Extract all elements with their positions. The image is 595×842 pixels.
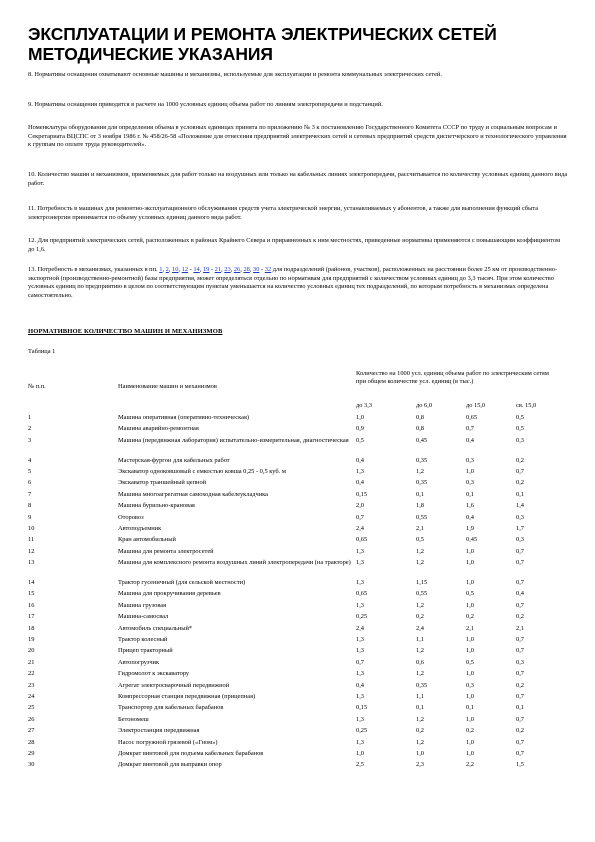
row-value: 0,3 — [516, 436, 524, 444]
row-name: Автоподъемник — [118, 525, 162, 532]
row-value: 1,2 — [416, 715, 424, 723]
row-number: 4 — [28, 456, 32, 464]
row-value: 0,7 — [516, 547, 524, 555]
row-value: 0,7 — [516, 468, 524, 475]
row-value: 0,55 — [416, 590, 428, 598]
row-number: 22 — [28, 670, 35, 678]
row-name: Машина бурильно-крановая — [118, 502, 195, 510]
row-value: 0,1 — [516, 490, 524, 498]
row-value: 1,0 — [466, 715, 474, 723]
row-name: Машина оперативная (оперативно-техническая) — [118, 414, 250, 421]
item-link-14[interactable]: 14 — [193, 266, 200, 273]
row-number: 5 — [28, 468, 32, 475]
row-value: 0,2 — [516, 681, 524, 689]
row-value: 0,25 — [356, 613, 368, 621]
row-value: 0,2 — [516, 456, 524, 464]
row-number: 13 — [28, 559, 35, 567]
row-name: Транспортер для кабельных барабанов — [118, 704, 224, 712]
row-value: 0,65 — [466, 414, 478, 421]
table-subheader-3: до 15,0 — [466, 402, 486, 409]
row-value: 0,8 — [416, 414, 424, 421]
row-value: 0,55 — [416, 513, 428, 521]
row-value: 0,4 — [356, 456, 364, 464]
row-number: 15 — [28, 590, 35, 598]
row-value: 1,6 — [466, 502, 474, 510]
row-value: 1,15 — [416, 579, 428, 586]
row-number: 20 — [28, 647, 35, 655]
item-link-30[interactable]: 30 — [253, 266, 260, 273]
row-number: 9 — [28, 513, 32, 521]
row-value: 1,3 — [356, 647, 364, 655]
row-value: 0,7 — [516, 670, 524, 678]
row-name: Машина для комплексного ремонта воздушных линий электропередачи (на тракторе) — [118, 559, 351, 567]
row-value: 0,45 — [416, 436, 428, 444]
row-value: 1,0 — [466, 647, 474, 655]
title-line-2: МЕТОДИЧЕСКИЕ УКАЗАНИЯ — [28, 44, 273, 64]
row-value: 1,7 — [516, 525, 524, 532]
row-value: 1,3 — [356, 468, 364, 475]
row-value: 0,7 — [516, 601, 524, 609]
row-name: Оторовоз — [118, 513, 144, 521]
row-name: Автопогрузчик — [118, 658, 160, 666]
row-name: Машина-самосвал — [118, 613, 169, 621]
row-value: 1,0 — [466, 547, 474, 555]
row-value: 2,4 — [356, 525, 364, 532]
row-value: 0,5 — [356, 436, 364, 444]
row-number: 16 — [28, 601, 35, 609]
row-value: 0,2 — [466, 727, 474, 735]
paragraph-8: 8. Нормативы оснащения охватывают основные машины и механизмы, используемые для эксплуатации и ремонта коммунальных электрических сетей. — [28, 71, 442, 78]
row-number: 6 — [28, 479, 32, 487]
row-number: 30 — [28, 761, 35, 769]
row-value: 1,3 — [356, 715, 364, 723]
row-name: Домкрат винтовой для выправки опор — [118, 761, 222, 769]
row-number: 12 — [28, 547, 35, 555]
row-value: 0,3 — [466, 681, 474, 689]
row-number: 7 — [28, 490, 32, 498]
row-value: 0,45 — [466, 536, 478, 544]
row-number: 2 — [28, 425, 32, 433]
row-value: 0,1 — [416, 490, 424, 498]
paragraph-13-intro: 13. Потребность в механизмах, указанных в пп. — [28, 266, 160, 273]
row-value: 0,4 — [356, 479, 364, 487]
row-name: Машина для ремонта электросетей — [118, 547, 214, 555]
row-value: 1,0 — [466, 601, 474, 609]
row-value: 0,3 — [466, 479, 474, 487]
row-name: Гидромолот к экскаватору — [118, 670, 190, 678]
row-value: 0,35 — [416, 681, 428, 689]
row-number: 29 — [28, 750, 35, 757]
row-value: 0,7 — [516, 559, 524, 567]
table-subheader-1: до 3,3 — [356, 402, 373, 409]
row-name: Компрессорная станция передвижная (прицепная) — [118, 693, 256, 700]
table-subheader-2: до 6,0 — [416, 402, 433, 409]
row-name: Агрегат электросварочный передвижной — [118, 681, 230, 689]
row-value: 0,15 — [356, 704, 368, 712]
row-value: 1,2 — [416, 601, 424, 609]
row-name: Машина многоагрегатная самоходная кабелеукладчика — [118, 490, 269, 498]
row-value: 0,4 — [356, 681, 364, 689]
item-link-26[interactable]: 26 — [233, 266, 241, 273]
row-value: 0,7 — [516, 647, 524, 655]
row-value: 1,3 — [356, 579, 364, 586]
row-value: 1,2 — [416, 647, 424, 655]
row-value: 0,3 — [466, 456, 474, 464]
row-number: 21 — [28, 658, 35, 666]
row-value: 1,3 — [356, 559, 364, 567]
row-number: 11 — [28, 536, 35, 544]
row-name: Экскаватор траншейный цепной — [118, 479, 207, 487]
paragraph-nomenclature: Номенклатура оборудования для определения объема в условных единицах принята по приложению № 3 к постановлению Государственного Комитета СССР по труду и социальным вопросам и Секретариата ВЦСПС от 3 ноября 1986 г. № 458/26-58 «Положение для отнесения предприятий электрических сетей и сетевых предприятий средств диспетчерского и технологического управления к группам по оплате труда руководителей». — [28, 124, 567, 149]
row-value: 0,5 — [466, 658, 474, 666]
row-number: 24 — [28, 693, 35, 700]
row-number: 25 — [28, 704, 35, 712]
row-number: 28 — [28, 738, 35, 746]
row-value: 0,2 — [516, 479, 524, 487]
row-number: 27 — [28, 727, 35, 735]
paragraph-13-body: для подразделений (районов, участков), расположенных на расстоянии более 25 км от производственно-экспортной (производственно-ремонтной) базы предприятия, может определяться отдельно по нормативам для предприятий с количеством условных единиц до 3,3 тысяч. При этом количество условных единиц по предприятию в целом по соответствующим пунктам уменьшается на количество условных единиц тех подразделений, по которым потребность в механизмах определена самостоятельно. — [28, 266, 558, 299]
row-value: 1,1 — [416, 636, 424, 643]
row-value: 1,9 — [466, 525, 474, 532]
row-value: 0,2 — [416, 613, 424, 621]
item-link-21[interactable]: 21 — [214, 266, 222, 273]
row-value: 1,3 — [356, 693, 364, 700]
row-name: Электростанция передвижная — [118, 727, 200, 735]
table-header-quantity: Количество на 1000 усл. единиц объема работ по электрическим сетям при общем количестве усл. единиц (в тыс.) — [356, 370, 549, 386]
row-value: 1,0 — [466, 738, 474, 746]
table-header-number: № п.п. — [28, 383, 46, 390]
row-name: Автомобиль специальный* — [118, 624, 193, 632]
row-value: 1,0 — [466, 579, 474, 586]
row-value: 0,4 — [516, 590, 524, 598]
row-value: 0,5 — [516, 414, 524, 421]
item-link-1[interactable]: 1 — [159, 266, 163, 273]
row-number: 19 — [28, 636, 35, 643]
row-name: Прицеп тракторный — [118, 647, 173, 655]
row-value: 1,2 — [416, 547, 424, 555]
row-value: 1,5 — [516, 761, 524, 769]
row-value: 0,25 — [356, 727, 368, 735]
row-number: 18 — [28, 624, 35, 632]
row-value: 0,7 — [516, 750, 524, 757]
title-line-1: ЭКСПЛУАТАЦИИ И РЕМОНТА ЭЛЕКТРИЧЕСКИХ СЕТЕЙ — [28, 24, 497, 44]
row-name: Трактор гусеничный (для сельской местности) — [118, 579, 246, 586]
row-name: Насос погружной грязевой («Гном») — [118, 738, 218, 746]
row-value: 1,2 — [416, 670, 424, 678]
row-number: 26 — [28, 715, 35, 723]
row-value: 0,2 — [516, 613, 524, 621]
row-value: 0,5 — [516, 425, 524, 433]
row-value: 0,15 — [356, 490, 368, 498]
row-value: 1,4 — [516, 502, 524, 510]
row-value: 2,3 — [416, 761, 424, 769]
row-number: 23 — [28, 681, 35, 689]
row-value: 2,4 — [356, 624, 364, 632]
row-value: 1,0 — [416, 750, 424, 757]
row-value: 0,35 — [416, 456, 428, 464]
row-value: 2,5 — [356, 761, 364, 769]
row-value: 0,65 — [356, 590, 368, 598]
item-link-10[interactable]: 10 — [172, 266, 179, 273]
row-value: 2,4 — [416, 624, 424, 632]
item-link-23[interactable]: 23 — [224, 266, 231, 273]
row-value: 0,4 — [466, 513, 474, 521]
item-link-2[interactable]: 2 — [165, 266, 169, 273]
row-number: 3 — [28, 436, 32, 444]
row-value: 1,0 — [466, 559, 474, 567]
row-value: 1,0 — [466, 693, 474, 700]
row-name: Мастерская-фургон для кабельных работ — [118, 456, 230, 464]
row-value: 1,3 — [356, 547, 364, 555]
row-value: 0,8 — [416, 425, 424, 433]
row-number: 17 — [28, 613, 35, 621]
row-value: 0,3 — [516, 513, 524, 521]
row-value: 0,7 — [356, 513, 364, 521]
row-number: 14 — [28, 579, 35, 586]
paragraph-12: 12. Для предприятий электрических сетей, расположенных в районах Крайнего Севера и приравненных к ним местностях, приведенные нормативы применяются с повышающим коэффициентом до 1,6. — [28, 237, 561, 253]
row-value: 0,35 — [416, 479, 428, 487]
row-value: 1,0 — [466, 636, 474, 643]
paragraph-9: 9. Нормативы оснащения приводятся в расчете на 1000 условных единиц объема работ по линиям электропередачи и подстанций. — [28, 101, 383, 108]
row-value: 0,7 — [516, 738, 524, 746]
table-label: Таблица 1 — [28, 348, 56, 355]
row-number: 8 — [28, 502, 32, 510]
row-value: 0,1 — [466, 490, 474, 498]
row-value: 0,7 — [356, 658, 364, 666]
row-value: 0,6 — [416, 658, 424, 666]
row-value: 1,0 — [466, 750, 474, 757]
row-value: 0,65 — [356, 536, 368, 544]
row-number: 10 — [28, 525, 35, 532]
item-link-32[interactable]: 32 — [264, 266, 272, 273]
row-value: 0,1 — [466, 704, 474, 712]
row-name: Машина грузовая — [118, 601, 167, 609]
row-value: 0,2 — [416, 727, 424, 735]
document-title — [28, 24, 497, 64]
row-value: 0,7 — [516, 636, 524, 643]
row-value: 0,3 — [516, 658, 524, 666]
paragraph-13: 13. Потребность в механизмах, указанных в пп. 1, 2, 10, 12 - 14, 19 - 21, 23, 26, 28, 30 - 32 для подразделений (районов, участков), расположенных на расстоянии более 25 км от производственно-экспортной (производственно-ремонтной) базы предприятия, может определяться отдельно по нормативам для предприятий с количеством условных единиц до 3,3 тысяч. При этом количество условных единиц по предприятию в целом по соответствующим пунктам уменьшается на количество условных единиц тех подразделений, по которым потребность в механизмах определена самостоятельно. — [28, 266, 558, 299]
row-value: 1,3 — [356, 670, 364, 678]
row-value: 1,2 — [416, 559, 424, 567]
row-value: 0,4 — [466, 436, 474, 444]
row-name: Трактор колесный — [118, 636, 168, 643]
row-value: 1,0 — [466, 468, 474, 475]
row-value: 0,9 — [356, 425, 364, 433]
row-value: 0,7 — [466, 425, 474, 433]
paragraph-10: 10. Количество машин и механизмов, применяемых для работ только на воздушных или только на кабельных линиях электропередачи, рассчитывается по количеству условных единиц данного вида работ. — [28, 171, 568, 187]
row-name: Машина (передвижная лаборатория) испытательно-измерительная, диагностическая — [118, 436, 349, 444]
row-name: Кран автомобильный — [118, 536, 176, 544]
row-value: 1,0 — [356, 414, 364, 421]
row-value: 1,1 — [416, 693, 424, 700]
row-value: 0,7 — [516, 693, 524, 700]
row-name: Экскаватор одноковшовый с емкостью ковша 0,25 - 0,5 куб. м — [118, 468, 286, 475]
row-name: Машина для прокручивания деревьев — [118, 590, 221, 598]
row-value: 0,1 — [516, 704, 524, 712]
row-value: 1,2 — [416, 468, 424, 475]
table-subheader-4: св. 15,0 — [516, 402, 537, 409]
row-value: 0,3 — [516, 536, 524, 544]
row-value: 0,2 — [516, 727, 524, 735]
row-name: Домкрат винтовой для подъема кабельных барабанов — [118, 750, 264, 757]
row-value: 2,1 — [516, 624, 524, 632]
row-value: 0,5 — [466, 590, 474, 598]
item-link-28[interactable]: 28 — [243, 266, 250, 273]
row-value: 1,3 — [356, 738, 364, 746]
table-header-name: Наименование машин и механизмов — [118, 383, 217, 390]
row-value: 0,7 — [516, 579, 524, 586]
row-value: 2,2 — [466, 761, 474, 769]
paragraph-11: 11. Потребность в машинах для ремонтно-эксплуатационного обслуживания средств учета электрической энергии, устанавливаемых у абонентов, а также для выполнения функций сбыта электроэнергии принимается по объему условных единиц данного вида работ. — [28, 205, 539, 221]
row-value: 2,0 — [356, 502, 364, 510]
row-value: 1,0 — [466, 670, 474, 678]
row-value: 0,1 — [416, 704, 424, 712]
row-value: 0,5 — [416, 536, 424, 544]
row-value: 2,1 — [416, 525, 424, 532]
row-value: 1,3 — [356, 636, 364, 643]
row-value: 0,7 — [516, 715, 524, 723]
row-name: Машина аварийно-ремонтная — [118, 425, 199, 433]
row-value: 1,8 — [416, 502, 424, 510]
row-value: 1,3 — [356, 601, 364, 609]
row-number: 1 — [28, 414, 32, 421]
row-value: 2,1 — [466, 624, 474, 632]
item-link-19[interactable]: 19 — [202, 266, 210, 273]
row-value: 0,2 — [466, 613, 474, 621]
item-link-12[interactable]: 12 — [181, 266, 189, 273]
row-value: 1,2 — [416, 738, 424, 746]
row-value: 1,0 — [356, 750, 364, 757]
section-title: НОРМАТИВНОЕ КОЛИЧЕСТВО МАШИН И МЕХАНИЗМОВ — [28, 328, 223, 335]
row-name: Бетономеш — [118, 715, 149, 723]
